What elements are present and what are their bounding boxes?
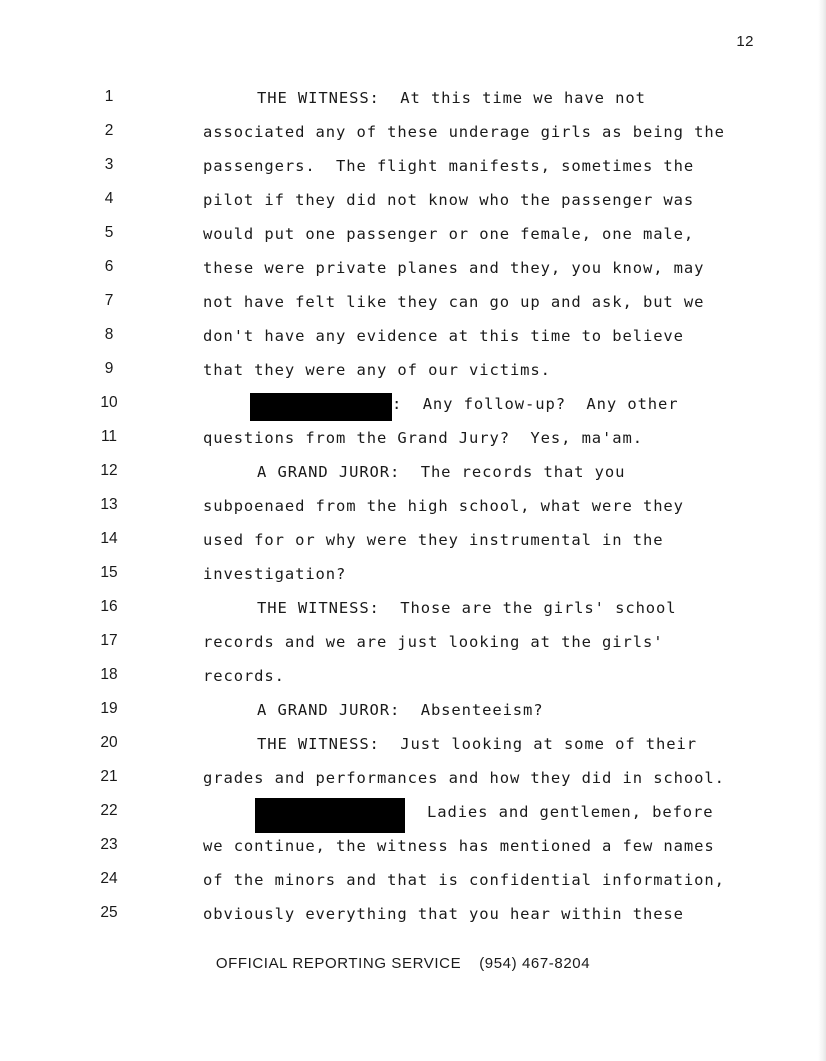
transcript-line: [0, 900, 826, 934]
line-text: used for or why were they instrumental in the: [203, 531, 664, 549]
transcript-line: [0, 152, 826, 186]
line-number: 25: [100, 904, 118, 921]
line-number: 16: [100, 598, 118, 615]
line-text: obviously everything that you hear within these: [203, 905, 684, 923]
line-number: 6: [104, 258, 114, 275]
line-text: THE WITNESS: Those are the girls' school: [257, 599, 677, 617]
transcript-line: [0, 254, 826, 288]
line-text: THE WITNESS: Just looking at some of their: [257, 735, 697, 753]
line-text: grades and performances and how they did in school.: [203, 769, 725, 787]
line-text: questions from the Grand Jury? Yes, ma'am.: [203, 429, 643, 447]
line-number: 22: [100, 802, 118, 819]
line-number: 23: [100, 836, 118, 853]
line-text: we continue, the witness has mentioned a few names: [203, 837, 715, 855]
transcript-line: [0, 730, 826, 764]
line-text: pilot if they did not know who the passenger was: [203, 191, 695, 209]
line-number: 15: [100, 564, 118, 581]
line-text: : Any follow-up? Any other: [392, 395, 679, 413]
line-number: 8: [104, 326, 114, 343]
line-number: 11: [100, 428, 118, 445]
transcript-line: [0, 118, 826, 152]
line-number: 7: [104, 292, 114, 309]
transcript-line: [0, 424, 826, 458]
transcript-line: [0, 764, 826, 798]
line-text: not have felt like they can go up and ask, but we: [203, 293, 705, 311]
line-text: Ladies and gentlemen, before: [427, 803, 714, 821]
line-text: subpoenaed from the high school, what were they: [203, 497, 684, 515]
line-text: that they were any of our victims.: [203, 361, 551, 379]
line-text: records and we are just looking at the girls': [203, 633, 664, 651]
line-number: 2: [104, 122, 114, 139]
line-text: passengers. The flight manifests, sometimes the: [203, 157, 695, 175]
line-number: 18: [100, 666, 118, 683]
transcript-line: [0, 390, 826, 424]
line-text: records.: [203, 667, 285, 685]
reporting-service-name: OFFICIAL REPORTING SERVICE: [215, 955, 462, 972]
redaction-box: [255, 798, 405, 833]
line-number: 17: [100, 632, 118, 649]
line-text: of the minors and that is confidential information,: [203, 871, 725, 889]
line-text: A GRAND JUROR: Absenteeism?: [257, 701, 544, 719]
redaction-box: [250, 393, 392, 421]
transcript-line: [0, 322, 826, 356]
line-number: 5: [104, 224, 114, 241]
line-number: 14: [100, 530, 118, 547]
line-number: 3: [104, 156, 114, 173]
transcript-line: [0, 186, 826, 220]
transcript-line: [0, 84, 826, 118]
transcript-body: [0, 84, 826, 934]
line-number: 24: [100, 870, 118, 887]
line-text: don't have any evidence at this time to believe: [203, 327, 684, 345]
transcript-line: [0, 662, 826, 696]
page-number: 12: [736, 33, 754, 50]
reporting-service-phone: (954) 467-8204: [479, 955, 591, 972]
transcript-line: [0, 696, 826, 730]
line-number: 19: [100, 700, 118, 717]
transcript-line: [0, 798, 826, 832]
transcript-line: [0, 832, 826, 866]
line-number: 10: [100, 394, 118, 411]
transcript-line: [0, 628, 826, 662]
line-number: 1: [104, 88, 114, 105]
transcript-line: [0, 356, 826, 390]
transcript-line: [0, 866, 826, 900]
page-footer: [0, 955, 826, 972]
transcript-line: [0, 526, 826, 560]
line-number: 9: [104, 360, 114, 377]
line-text: would put one passenger or one female, one male,: [203, 225, 695, 243]
line-text: investigation?: [203, 565, 347, 583]
line-number: 13: [100, 496, 118, 513]
line-text: A GRAND JUROR: The records that you: [257, 463, 626, 481]
transcript-line: [0, 492, 826, 526]
transcript-line: [0, 220, 826, 254]
transcript-line: [0, 288, 826, 322]
line-text: THE WITNESS: At this time we have not: [257, 89, 646, 107]
line-number: 20: [100, 734, 118, 751]
line-number: 21: [100, 768, 118, 785]
transcript-line: [0, 560, 826, 594]
line-number: 4: [104, 190, 114, 207]
line-text: these were private planes and they, you know, may: [203, 259, 705, 277]
line-number: 12: [100, 462, 118, 479]
transcript-line: [0, 458, 826, 492]
transcript-line: [0, 594, 826, 628]
line-text: associated any of these underage girls as being the: [203, 123, 725, 141]
